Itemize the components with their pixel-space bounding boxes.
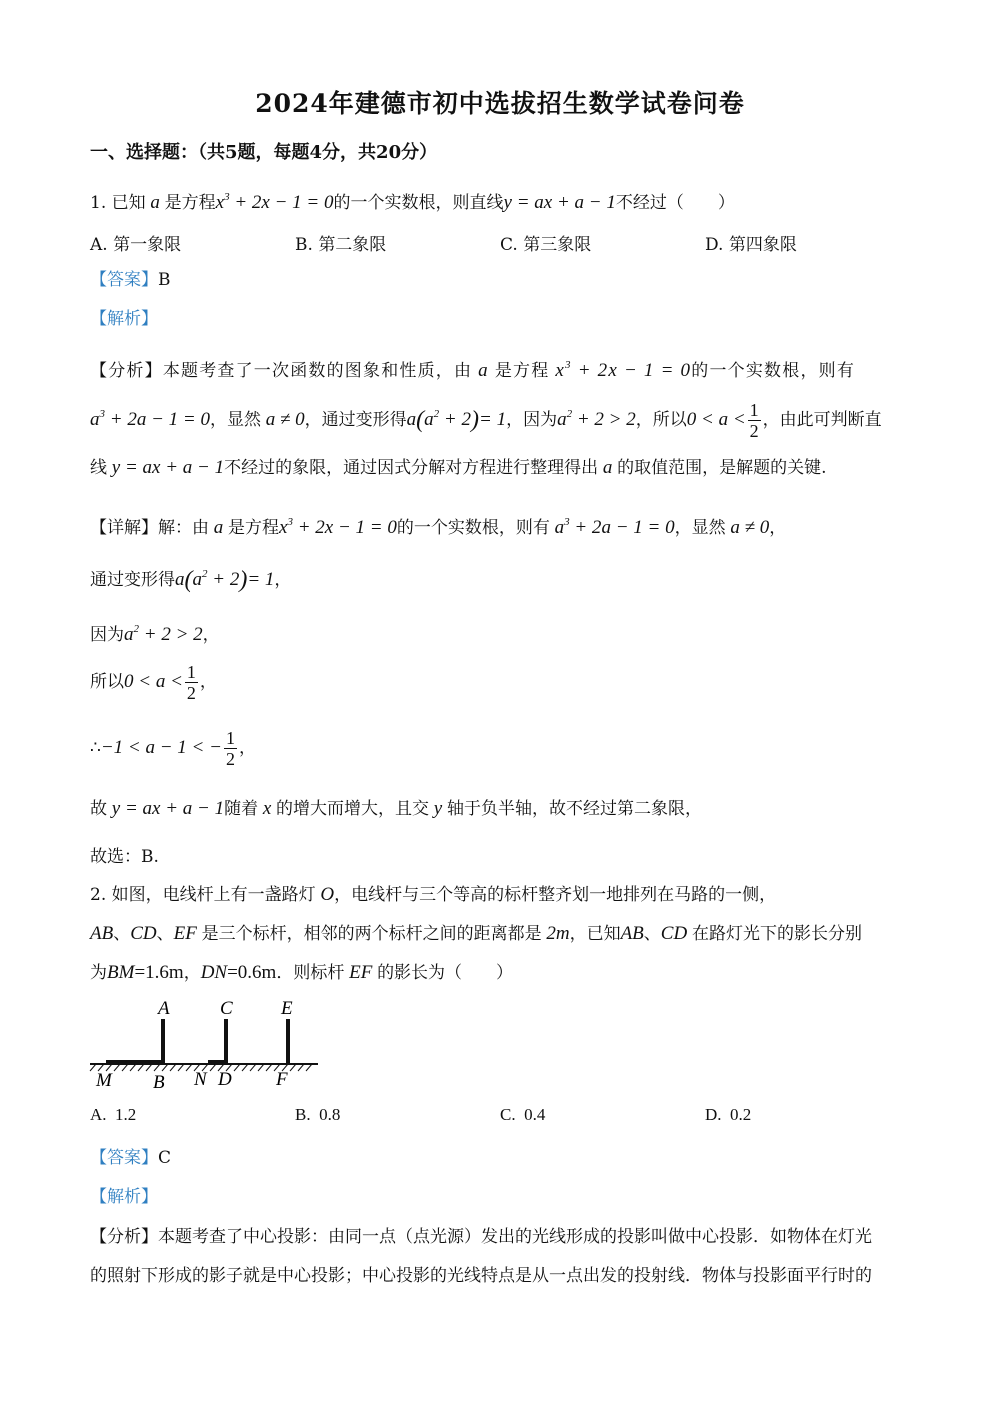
label-b: B xyxy=(153,1072,165,1090)
q1-option-d[interactable]: D. 第四象限 xyxy=(705,235,797,255)
q1-detail-line-6: 故 y = ax + a − 1随着 x 的增大而增大，且交 y 轴于负半轴，故不经过第二象限， xyxy=(90,798,702,819)
q2-fenxi-line-2: 的照射下形成的影子就是中心投影；中心投影的光线特点是从一点出发的投射线．物体与投影面平行时的 xyxy=(90,1266,872,1286)
section-heading: 一、选择题：（共5题，每题4分，共20分） xyxy=(90,142,438,163)
q2-fenxi-line-1: 【分析】本题考查了中心投影：由同一点（点光源）发出的光线形成的投影叫做中心投影．如物体在灯光 xyxy=(90,1227,872,1247)
q1-detail-line-7: 故选：B. xyxy=(90,847,159,867)
q1-detail-line-4: 所以0 < a < $\frac{1}{2}$ ， xyxy=(90,662,217,703)
question-1-stem: 1. 已知 a 是方程$x^3 + 2x - 1 = 0$的一个实数根，则直线y = ax + a − 1不经过（ ） xyxy=(90,191,735,213)
label-f: F xyxy=(276,1069,288,1090)
q1-option-c[interactable]: C. 第三象限 xyxy=(500,235,592,255)
q1-detail-line-3: 因为$a^2 + 2 > 2$， xyxy=(90,623,220,645)
q1-analysis-tag: 【解析】 xyxy=(90,309,158,329)
q1-detail-line-1: 【详解】解：由 a 是方程$x^3 + 2x - 1 = 0$的一个实数根，则有 $a^3 + 2a - 1 = 0$，显然 a ≠ 0， xyxy=(90,516,787,538)
q1-fenxi-line-3: 线 y = ax + a − 1不经过的象限，通过因式分解对方程进行整理得出 a 的取值范围，是解题的关键. xyxy=(90,457,827,478)
label-m: M xyxy=(96,1070,112,1090)
page-title: 2024年建德市初中选拔招生数学试卷问卷 xyxy=(255,89,745,118)
q1-answer: 【答案】B xyxy=(90,270,171,290)
question-2-stem-line-1: 2. 如图，电线杆上有一盏路灯 O，电线杆与三个等高的标杆整齐划一地排列在马路的一侧， xyxy=(90,884,777,905)
label-c: C xyxy=(220,998,233,1019)
q2-option-d[interactable]: D. 0.2 xyxy=(705,1105,752,1124)
q2-option-a[interactable]: A. 1.2 xyxy=(90,1105,137,1124)
q1-option-b[interactable]: B. 第二象限 xyxy=(295,235,387,255)
question-2-stem-line-3: 为BM=1.6m，DN=0.6m．则标杆 EF 的影长为（ ） xyxy=(90,962,514,983)
q2-analysis-tag: 【解析】 xyxy=(90,1187,158,1207)
q2-option-c[interactable]: C. 0.4 xyxy=(500,1105,546,1124)
label-d: D xyxy=(218,1069,232,1090)
pole-shadow-diagram xyxy=(88,995,328,1090)
q1-detail-line-5: ∴−1 < a − 1 < − $\frac{1}{2}$ ， xyxy=(90,728,256,769)
q1-fenxi-line-1: 【分析】本题考查了一次函数的图象和性质，由 a 是方程 $x^3 + 2x - 1 = 0$的一个实数根，则有 xyxy=(90,359,856,381)
q2-option-b[interactable]: B. 0.8 xyxy=(295,1105,341,1124)
label-e: E xyxy=(281,998,293,1019)
q2-answer: 【答案】C xyxy=(90,1148,172,1168)
label-a: A xyxy=(158,998,170,1019)
q1-fenxi-line-2: $a^3 + 2a - 1 = 0$，显然 a ≠ 0，通过变形得$a(a^2 + 2)= 1$，因为$a^2 + 2 > 2$，所以0 < a < $\frac{1}{2}$ ，由此可判断直 xyxy=(90,400,882,441)
q1-detail-line-2: 通过变形得$a(a^2 + 2)= 1$， xyxy=(90,567,292,593)
label-n: N xyxy=(194,1069,207,1090)
question-2-stem-line-2: AB、CD、EF 是三个标杆，相邻的两个标杆之间的距离都是 2m，已知AB、CD 在路灯光下的影长分别 xyxy=(90,923,862,944)
q1-option-a[interactable]: A. 第一象限 xyxy=(90,235,182,255)
